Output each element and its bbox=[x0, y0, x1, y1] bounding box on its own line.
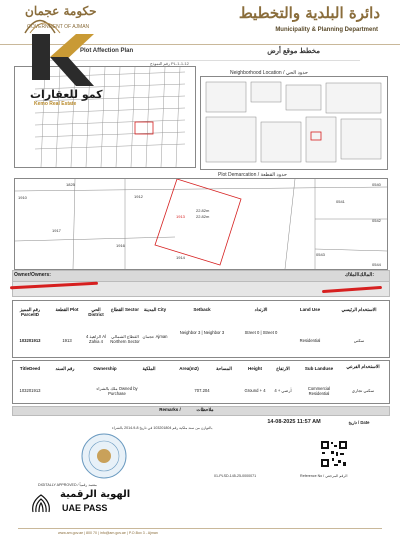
value-parcel-id: 103201913 bbox=[19, 338, 41, 343]
uae-pass-fingerprint-icon bbox=[26, 488, 56, 518]
header-height-ar: الارتفاع bbox=[276, 366, 290, 371]
value-district: الزاهية 4 Al Zahia 4 bbox=[85, 334, 107, 344]
value-sub-landuse: Commercial Residential bbox=[307, 386, 331, 396]
plan-title-en: Plot Affection Plan bbox=[80, 48, 134, 54]
header-main-use-ar: الاستخدام الرئيسي bbox=[341, 307, 377, 312]
value-main-use-ar: سكني bbox=[353, 338, 365, 343]
header-setback: Setback bbox=[193, 307, 211, 312]
plot-demarcation-drawing bbox=[15, 179, 387, 269]
page-footer bbox=[18, 528, 382, 539]
government-name-ar: حكومة عجمان bbox=[25, 4, 97, 18]
header-ownership-ar: الملكية bbox=[142, 366, 156, 371]
neighbor-plot-1916: 1916 bbox=[116, 243, 125, 248]
department-name-en: Municipality & Planning Department bbox=[275, 27, 378, 33]
neighbor-plot-1825: 1825 bbox=[66, 182, 75, 187]
right-location-map bbox=[200, 76, 388, 170]
uae-pass-name-ar: الهوية الرقمية bbox=[60, 489, 131, 500]
header-sector: القطاع Sector bbox=[111, 307, 139, 312]
plot-demarcation-label: Plot Demarcation / حدود القطعة bbox=[218, 172, 287, 178]
value-area: 707.204 bbox=[194, 388, 210, 393]
header-ownership: Ownership bbox=[93, 366, 117, 371]
value-plot: 1913 bbox=[62, 338, 72, 343]
value-height: Ground + 4 bbox=[244, 388, 266, 393]
header-title-deed: TitleDeed bbox=[19, 366, 41, 371]
government-name-en: GOVERNMENT OF AJMAN bbox=[27, 24, 90, 30]
plot-dimension-1: 22.82m bbox=[196, 208, 210, 213]
plot-dimension-2: 22.82m bbox=[196, 214, 210, 219]
approval-text: DIGITALLY APPROVED / معتمد رقمياً bbox=[38, 483, 97, 487]
form-ref-value: PL-1-1-12 bbox=[171, 61, 189, 66]
neighbor-plot-1912: 1912 bbox=[134, 194, 143, 199]
reference-label: Reference No / الرقم المرجعي bbox=[300, 474, 348, 478]
remarks-label-en: Remarks / bbox=[159, 407, 181, 412]
watermark-brand-ar: كمو للعقارات bbox=[30, 88, 103, 101]
uae-pass-name-en: UAE PASS bbox=[62, 503, 108, 513]
reference-value: 01-PLSD-145-25-0000071 bbox=[214, 474, 257, 478]
value-ownership: ملك بالشراء Owned by Purchase bbox=[96, 386, 138, 396]
digital-approval-stamp-icon bbox=[80, 432, 128, 480]
value-setback: Neighbor 3 | Neighbor 3 bbox=[179, 330, 225, 335]
neighborhood-label: Neighborhood Location / حدود الحي bbox=[230, 70, 308, 76]
neighbor-plot-0540: 0540 bbox=[372, 182, 381, 187]
header-city: المدينة City bbox=[143, 307, 167, 312]
footer-contact: www.am.gov.ae | 800 70 | info@am.gov.ae | P.O.Box 3 - Ajman bbox=[58, 531, 158, 535]
qr-code-icon bbox=[320, 440, 348, 468]
owner-label-ar: المالك/الملاك: bbox=[344, 272, 374, 278]
header-title-deed-ar: رقم السند bbox=[55, 366, 75, 371]
neighbor-plot-1914: 1914 bbox=[176, 255, 185, 260]
value-city: عجمان Ajman bbox=[142, 334, 168, 339]
value-title-deed: 103201913 bbox=[19, 388, 41, 393]
owner-label-en: Owner/Owners: bbox=[14, 272, 51, 278]
header-district: الحي District bbox=[88, 307, 104, 317]
plan-title-ar: مخطط موقع أرض bbox=[267, 48, 320, 55]
remarks-label-ar: ملاحظات bbox=[196, 407, 214, 412]
value-sector: القطاع الشمالي Northern Sector bbox=[110, 334, 140, 344]
header-land-use: Land Use bbox=[299, 307, 321, 312]
header-area-ar: المساحة bbox=[216, 366, 232, 371]
watermark-brand-en: Kemo Real Estate bbox=[34, 101, 77, 107]
header-parcel-id: رقم المميز ParcelID bbox=[19, 307, 41, 317]
value-land-use: Residential bbox=[299, 338, 321, 343]
header-sub-landuse-ar: الاستخدام الفرعي bbox=[346, 364, 380, 369]
neighbor-plot-0541: 0541 bbox=[336, 199, 345, 204]
date-value: 14-08-2025 11:57 AM bbox=[267, 419, 321, 425]
header-sub-landuse: Sub Landuse bbox=[304, 366, 334, 371]
neighbor-plot-0542: 0542 bbox=[372, 218, 381, 223]
neighbor-plot-1917: 1917 bbox=[52, 228, 61, 233]
neighbor-plot-1910: 1910 bbox=[18, 195, 27, 200]
department-name-ar: دائرة البلدية والتخطيط bbox=[238, 4, 380, 22]
right-map-blocks bbox=[201, 77, 387, 169]
plot-number: 1913 bbox=[176, 214, 185, 219]
neighbor-plot-0544: 0544 bbox=[372, 262, 381, 267]
neighbor-plot-0543: 0543 bbox=[316, 252, 325, 257]
header-area: Area(m2) bbox=[179, 366, 199, 371]
plot-demarcation-map bbox=[14, 178, 388, 270]
remarks-note: بالتوازن من سند ملكية رقم 103201804 في تاريخ 8-9-2014 بالشراء bbox=[112, 426, 213, 430]
value-sub-landuse-ar: سكني تجاري bbox=[351, 388, 375, 393]
date-label: تاريخ / Date bbox=[348, 420, 370, 425]
header-plot: القطعة Plot bbox=[55, 307, 79, 312]
form-ref-label: رقم النموذج bbox=[150, 61, 170, 66]
header-setback-ar: الارتداد bbox=[254, 307, 268, 312]
value-height-ar: أرضي + 4 bbox=[274, 388, 292, 393]
value-setback-street: Street 0 | Street 0 bbox=[244, 330, 278, 335]
header-height: Height bbox=[248, 366, 262, 371]
